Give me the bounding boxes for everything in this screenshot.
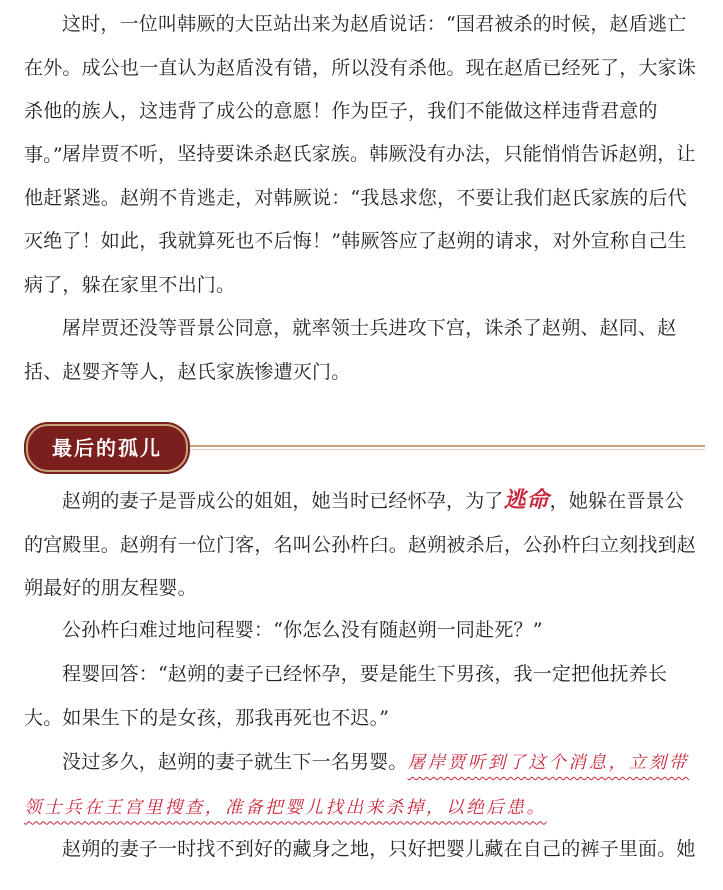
section-heading: 最后的孤儿 bbox=[52, 436, 162, 460]
paragraph: 公孙杵臼难过地问程婴：“你怎么没有随赵朔一同赴死？” bbox=[62, 619, 543, 641]
section-heading-banner bbox=[26, 424, 188, 472]
paragraph bbox=[24, 479, 696, 611]
text-run: 赵朔的妻子是晋成公的姐姐，她当时已经怀孕，为了 bbox=[62, 490, 504, 512]
paragraph: 屠岸贾还没等晋景公同意，就率领士兵进攻下宫，诛杀了赵朔、赵同、赵括、赵婴齐等人，赵氏家族惨遭灭门。 bbox=[24, 317, 677, 383]
paragraph: 赵朔的妻子一时找不到好的藏身之地，只好把婴儿藏在自己的裤子里面。她 bbox=[62, 838, 696, 860]
text-run: ，她躲在晋景公的宫殿里。赵朔有一位门客，名叫公孙杵臼。赵朔被杀后，公孙杵臼立刻找到赵朔最好的朋友程婴。 bbox=[24, 490, 697, 599]
section-divider-line bbox=[180, 445, 705, 447]
paragraph: 屠岸贾不听，坚持要诛杀赵氏家族。韩厥没有办法，只能悄悄告诉赵朔，让他赶紧逃。赵朔不肯逃走，对韩厥说：“我恳求您，不要让我们赵氏家族的后代灭绝了！如此，我就算死也不后悔！”韩厥答应了赵朔的请求，对外宣称自己生病了，躲在家里不出门。 bbox=[24, 143, 696, 296]
paragraph: 程婴回答：“赵朔的妻子已经怀孕，要是能生下男孩，我一定把他抚养长大。如果生下的是女孩，那我再死也不迟。” bbox=[24, 663, 668, 729]
paragraph bbox=[24, 741, 696, 830]
section-divider-line bbox=[180, 449, 705, 450]
text-run: 没过多久，赵朔的妻子就生下一名男婴。 bbox=[62, 751, 408, 773]
handwritten-annotation: 屠岸贾听到了这个消息，立刻带领士兵在王宫里搜查，准备把婴儿找出来杀掉，以绝后患。 bbox=[24, 753, 690, 818]
highlighted-word: 逃命 bbox=[503, 488, 550, 513]
paragraph: 这时，一位叫韩厥的大臣站出来为赵盾说话：“国君被杀的时候，赵盾逃亡在外。成公也一直认为赵盾没有错，所以没有杀他。现在赵盾已经死了，大家诛杀他的族人，这违背了成公的意愿！作为臣子，我们不能做这样违背君意的事。” bbox=[24, 13, 697, 166]
